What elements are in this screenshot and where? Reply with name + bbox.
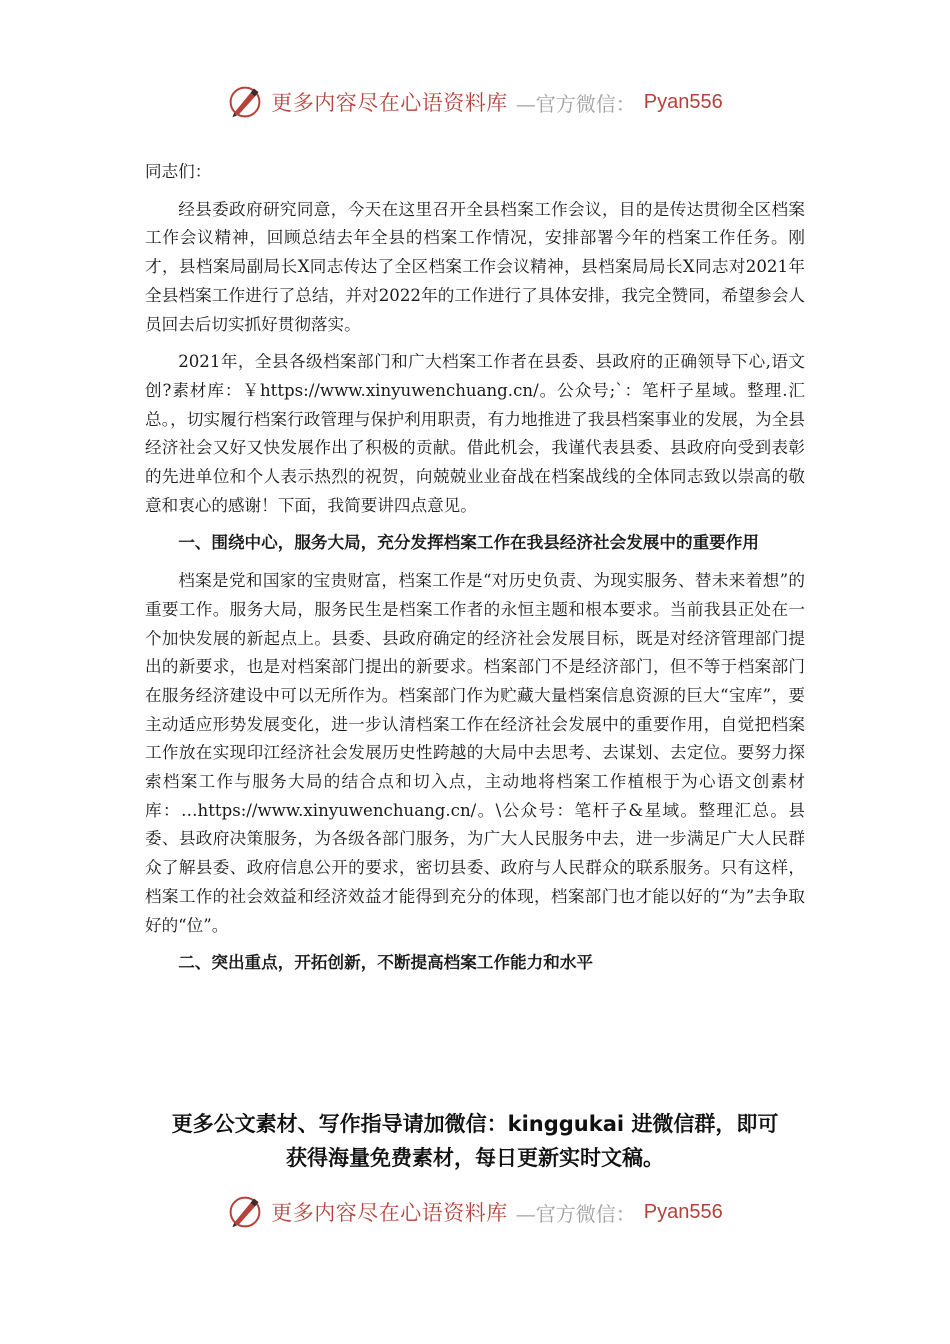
salutation: 同志们： <box>145 162 212 181</box>
banner-wechat-label: —官方微信： <box>515 91 636 116</box>
footer-banner <box>0 1190 950 1234</box>
banner-wechat-label: —官方微信： <box>515 1201 636 1226</box>
promo-notice <box>125 1107 825 1175</box>
promo-line-1: 更多公文素材、写作指导请加微信：kinggukai 进微信群，即可 <box>171 1112 779 1136</box>
banner-brand-text: 更多内容尽在心语资料库 <box>271 91 508 115</box>
paragraph-archive-role: 档案是党和国家的宝贵财富，档案工作是“对历史负责、为现实服务、替未来着想”的重要工作。服务大局，服务民生是档案工作者的永恒主题和根本要求。当前我县正处在一个加快发展的新起点上。县委、县政府确定的经济社会发展目标，既是对经济管理部门提出的新要求，也是对档案部门提出的新要求。档案部门不是经济部门，但不等于档案部门在服务经济建设中可以无所作为。档案部门作为贮藏大量档案信息资源的巨大“宝库”，要主动适应形势发展变化，进一步认清档案工作在经济社会发展中的重要作用，自觉把档案工作放在实现印江经济社会发展历史性跨越的大局中去思考、去谋划、去定位。要努力探索档案工作与服务大局的结合点和切入点，主动地将档案工作植根于为心语文创素材库：…https://www.xinyuwenchuang.cn/。\公众号：笔杆子&星域。整理汇总。县委、县政府决策服务，为各级各部门服务，为广大人民服务中去，进一步满足广大人民群众了解县委、政府信息公开的要求，密切县委、政府与人民群众的联系服务。只有这样，档案工作的社会效益和经济效益才能得到充分的体现，档案部门也才能以好的“为”去争取好的“位”。 <box>145 571 805 935</box>
paragraph-intro: 经县委政府研究同意，今天在这里召开全县档案工作会议，目的是传达贯彻全区档案工作会议精神，回顾总结去年全县的档案工作情况，安排部署今年的档案工作任务。刚才，县档案局副局长X同志传达了全区档案工作会议精神，县档案局局长X同志对2021年全县档案工作进行了总结，并对2022年的工作进行了具体安排，我完全赞同，希望参会人员回去后切实抓好贯彻落实。 <box>145 199 805 334</box>
header-banner <box>0 80 950 124</box>
promo-line-2: 获得海量免费素材，每日更新实时文稿。 <box>286 1146 664 1170</box>
paragraph-review: 2021年，全县各级档案部门和广大档案工作者在县委、县政府的正确领导下心,语文创?素材库：￥https://www.xinyuwenchuang.cn/。公众号;`：笔杆子星域。整理.汇总。，切实履行档案行政管理与保护利用职责，有力地推进了我县档案事业的发展，为全县经济社会又好又快发展作出了积极的贡献。借此机会，我谨代表县委、县政府向受到表彰的先进单位和个人表示热烈的祝贺，向兢兢业业奋战在档案战线的全体同志致以崇高的敬意和衷心的感谢！下面，我简要讲四点意见。 <box>145 352 805 515</box>
pen-logo-icon <box>227 1194 263 1230</box>
pen-logo-icon <box>227 84 263 120</box>
banner-wechat-id: Pyan556 <box>643 1200 723 1223</box>
banner-brand-text: 更多内容尽在心语资料库 <box>271 1201 508 1225</box>
section-heading-1: 一、围绕中心，服务大局，充分发挥档案工作在我县经济社会发展中的重要作用 <box>178 533 759 553</box>
document-body <box>145 158 805 987</box>
banner-wechat-id: Pyan556 <box>643 90 723 113</box>
section-heading-2: 二、突出重点，开拓创新，不断提高档案工作能力和水平 <box>178 953 594 973</box>
